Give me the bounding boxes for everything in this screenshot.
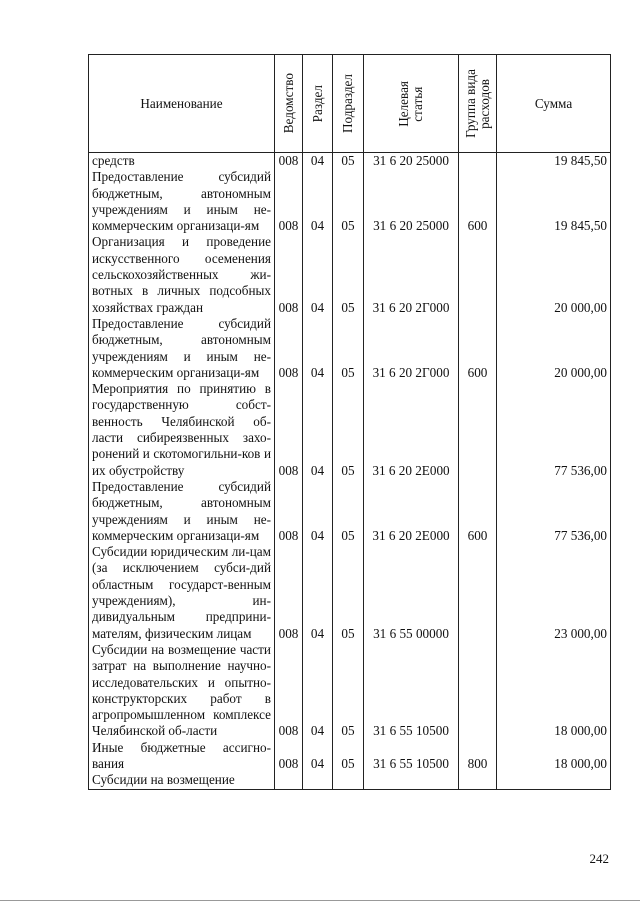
row-razdel: 04 (303, 642, 333, 740)
row-celevaya: 31 6 20 25000 (364, 153, 459, 170)
table-row (89, 544, 611, 642)
table-header-row (89, 55, 611, 153)
row-razdel: 04 (303, 153, 333, 170)
row-gruppa: 600 (459, 169, 497, 234)
row-summa: 20 000,00 (497, 234, 611, 315)
row-podrazdel: 05 (333, 479, 364, 544)
table-row (89, 772, 611, 789)
row-summa (497, 772, 611, 789)
header-razdel-label: Раздел (309, 84, 325, 123)
row-summa: 18 000,00 (497, 740, 611, 773)
row-name: Предоставление субсидий бюджетным, автономным учреждениям и иным не-коммерческим организаци-ям (89, 169, 275, 234)
row-vedomstvo: 008 (275, 544, 303, 642)
header-gruppa (459, 55, 497, 153)
row-vedomstvo: 008 (275, 642, 303, 740)
row-gruppa (459, 381, 497, 479)
header-celevaya-line2: статья (410, 85, 425, 122)
row-podrazdel: 05 (333, 381, 364, 479)
row-celevaya: 31 6 20 2Г000 (364, 316, 459, 381)
table-row (89, 316, 611, 381)
row-celevaya: 31 6 20 2Г000 (364, 234, 459, 315)
row-gruppa: 800 (459, 740, 497, 773)
page-number: 242 (589, 851, 609, 866)
row-gruppa (459, 544, 497, 642)
row-name: Организация и проведение искусственного осеменения сельскохозяйственных жи-вотных в личных подсобных хозяйствах граждан (89, 234, 275, 315)
header-vedomstvo-label: Ведомство (280, 73, 296, 134)
row-celevaya: 31 6 55 10500 (364, 642, 459, 740)
bottom-rule (0, 900, 640, 901)
header-name-label: Наименование (140, 95, 223, 111)
row-summa: 77 536,00 (497, 381, 611, 479)
row-vedomstvo: 008 (275, 479, 303, 544)
row-celevaya: 31 6 20 25000 (364, 169, 459, 234)
row-summa: 23 000,00 (497, 544, 611, 642)
header-summa-label: Сумма (534, 95, 573, 111)
row-razdel: 04 (303, 544, 333, 642)
row-name: Субсидии юридическим ли-цам (за исключением субси-дий областным государст-венным учреждениям), ин-дивидуальным предприни-мателям, физическим лицам (89, 544, 275, 642)
table-row (89, 153, 611, 170)
row-name: Субсидии на возмещение (89, 772, 275, 789)
table-row (89, 740, 611, 773)
header-gruppa-line1: Группа вида (462, 69, 478, 138)
row-summa: 20 000,00 (497, 316, 611, 381)
header-celevaya-label (397, 81, 425, 127)
header-celevaya (364, 55, 459, 153)
row-summa: 18 000,00 (497, 642, 611, 740)
row-name: Предоставление субсидий бюджетным, автономным учреждениям и иным не-коммерческим организаци-ям (89, 479, 275, 544)
row-name: Мероприятия по принятию в государственную собст-венность Челябинской об-ласти сибиреязвенных захо-ронений и скотомогильни-ков и их обустройству (89, 381, 275, 479)
row-razdel: 04 (303, 740, 333, 773)
row-podrazdel (333, 772, 364, 789)
row-vedomstvo: 008 (275, 169, 303, 234)
table-row (89, 381, 611, 479)
row-summa: 19 845,50 (497, 169, 611, 234)
row-celevaya: 31 6 55 10500 (364, 740, 459, 773)
row-gruppa: 600 (459, 316, 497, 381)
row-podrazdel: 05 (333, 740, 364, 773)
row-summa: 19 845,50 (497, 153, 611, 170)
table-row (89, 234, 611, 315)
row-celevaya (364, 772, 459, 789)
row-podrazdel: 05 (333, 642, 364, 740)
row-razdel: 04 (303, 316, 333, 381)
row-razdel: 04 (303, 479, 333, 544)
table-row (89, 169, 611, 234)
header-podrazdel (333, 55, 364, 153)
row-gruppa (459, 772, 497, 789)
row-vedomstvo: 008 (275, 316, 303, 381)
table-row (89, 642, 611, 740)
header-name (89, 55, 275, 153)
header-vedomstvo (275, 55, 303, 153)
row-razdel (303, 772, 333, 789)
row-razdel: 04 (303, 169, 333, 234)
row-vedomstvo (275, 772, 303, 789)
header-podrazdel-label: Подраздел (340, 73, 356, 133)
row-vedomstvo: 008 (275, 740, 303, 773)
row-name: Иные бюджетные ассигно-вания (89, 740, 275, 773)
budget-table (88, 54, 611, 790)
row-name: Предоставление субсидий бюджетным, автономным учреждениям и иным не-коммерческим организаци-ям (89, 316, 275, 381)
row-gruppa (459, 153, 497, 170)
row-razdel: 04 (303, 234, 333, 315)
header-summa (497, 55, 611, 153)
row-podrazdel: 05 (333, 153, 364, 170)
header-celevaya-line1: Целевая (396, 80, 412, 127)
row-celevaya: 31 6 20 2Е000 (364, 381, 459, 479)
row-vedomstvo: 008 (275, 153, 303, 170)
header-razdel (303, 55, 333, 153)
row-razdel: 04 (303, 381, 333, 479)
row-name: Субсидии на возмещение части затрат на выполнение научно-исследовательских и опытно-конструкторских работ в агропромышленном комплексе Челябинской об-ласти (89, 642, 275, 740)
row-gruppa: 600 (459, 479, 497, 544)
header-gruppa-label (464, 69, 492, 138)
row-gruppa (459, 234, 497, 315)
row-name: средств (89, 153, 275, 170)
row-celevaya: 31 6 20 2Е000 (364, 479, 459, 544)
row-summa: 77 536,00 (497, 479, 611, 544)
table-row (89, 479, 611, 544)
row-celevaya: 31 6 55 00000 (364, 544, 459, 642)
row-podrazdel: 05 (333, 234, 364, 315)
header-gruppa-line2: расходов (476, 78, 492, 129)
row-podrazdel: 05 (333, 316, 364, 381)
row-vedomstvo: 008 (275, 381, 303, 479)
row-vedomstvo: 008 (275, 234, 303, 315)
row-podrazdel: 05 (333, 544, 364, 642)
row-podrazdel: 05 (333, 169, 364, 234)
row-gruppa (459, 642, 497, 740)
